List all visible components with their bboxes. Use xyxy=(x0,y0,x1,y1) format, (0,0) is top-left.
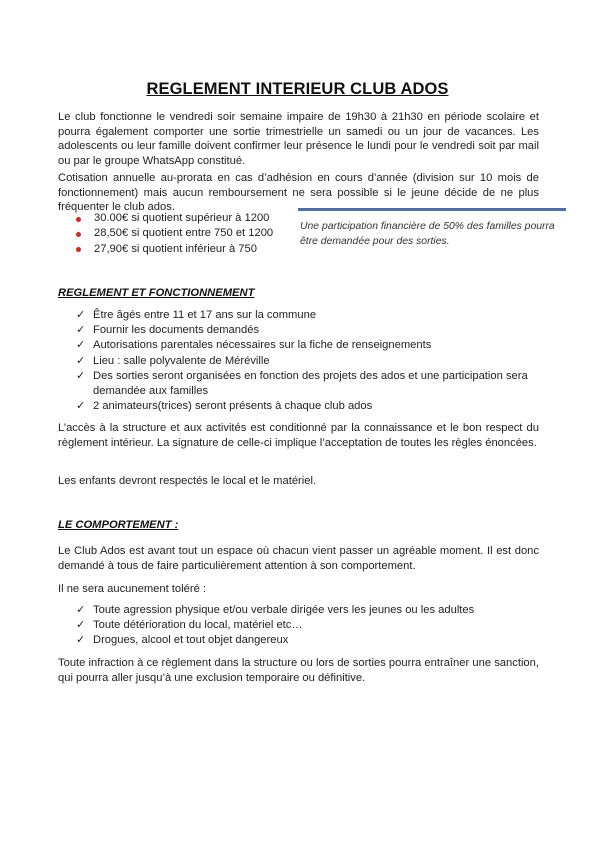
bullet-icon xyxy=(76,232,81,237)
comportement-list xyxy=(76,603,546,649)
bullet-icon xyxy=(76,247,81,252)
checkmark-icon: ✓ xyxy=(76,339,86,352)
section-title-reglement: REGLEMENT ET FONCTIONNEMENT xyxy=(58,287,255,299)
list-item: ✓ Drogues, alcool et tout objet dangereux xyxy=(76,633,546,648)
section-title-comportement: LE COMPORTEMENT : xyxy=(58,519,179,531)
list-item: ✓ Fournir les documents demandés xyxy=(76,323,546,338)
checkmark-icon: ✓ xyxy=(76,604,86,616)
callout-note: Une participation financière de 50% des familles pourra être demandée pour des sorties. xyxy=(300,221,555,247)
list-item: 27,90€ si quotient inférieur à 750 xyxy=(70,242,273,257)
list-item: ✓ Autorisations parentales nécessaires sur la fiche de renseignements xyxy=(76,338,546,353)
infraction-paragraph: Toute infraction à ce règlement dans la structure ou lors de sorties pourra entraîner une sanction, qui pourra aller jusqu’à une exclusion temporaire ou définitive. xyxy=(58,657,539,684)
list-item: ✓ Être âgés entre 11 et 17 ans sur la commune xyxy=(76,308,546,323)
bullet-icon xyxy=(76,217,81,222)
checkmark-icon: ✓ xyxy=(76,400,86,413)
list-item: 30.00€ si quotient supérieur à 1200 xyxy=(70,211,273,226)
respect-paragraph: Les enfants devront respectés le local et le matériel. xyxy=(58,475,317,487)
checkmark-icon: ✓ xyxy=(76,619,86,632)
list-item: 28,50€ si quotient entre 750 et 1200 xyxy=(70,226,273,241)
list-item: ✓ Toute agression physique et/ou verbale dirigée vers les jeunes ou les adultes xyxy=(76,603,546,618)
comportement-paragraph: Le Club Ados est avant tout un espace où chacun vient passer un agréable moment. Il est donc demandé à tous de faire particulièrement attention à son comportement. xyxy=(58,545,539,572)
callout-divider xyxy=(298,208,566,211)
tolere-paragraph: Il ne sera aucunement toléré : xyxy=(58,583,207,595)
list-item: ✓ 2 animateurs(trices) seront présents à chaque club ados xyxy=(76,399,546,414)
cotisation-paragraph: Cotisation annuelle au-prorata en cas d’adhésion en cours d’année (division sur 10 mois de fonctionnement) mais aucun remboursement ne sera possible si le jeune décide de ne plus fréquenter le club ados. xyxy=(58,172,539,214)
checkmark-icon: ✓ xyxy=(76,369,86,382)
checkmark-icon: ✓ xyxy=(76,309,86,321)
checkmark-icon: ✓ xyxy=(76,324,86,337)
checkmark-icon: ✓ xyxy=(76,634,86,647)
list-item: ✓ Des sorties seront organisées en fonction des projets des ados et une participation sera demandée aux familles xyxy=(76,369,528,398)
list-item: ✓ Toute détérioration du local, matériel etc… xyxy=(76,618,546,633)
list-item: ✓ Lieu : salle polyvalente de Méréville xyxy=(76,354,546,369)
reglement-list xyxy=(76,308,546,414)
checkmark-icon: ✓ xyxy=(76,354,86,367)
intro-paragraph: Le club fonctionne le vendredi soir semaine impaire de 19h30 à 21h30 en période scolaire et pourra également comporter une sortie trimestrielle un samedi ou un jour de vacances. Les adolescents ou leur famille doivent confirmer leur présence le lundi pour le vendredi soit par mail ou par le groupe WhatsApp constitué. xyxy=(58,111,539,167)
acces-paragraph: L’accès à la structure et aux activités est conditionné par la connaissance et le bon respect du règlement intérieur. La signature de celle-ci implique l’acceptation de toutes les règles énoncées. xyxy=(58,422,539,449)
tarifs-list xyxy=(70,211,273,257)
page-title: REGLEMENT INTERIEUR CLUB ADOS xyxy=(146,80,449,98)
